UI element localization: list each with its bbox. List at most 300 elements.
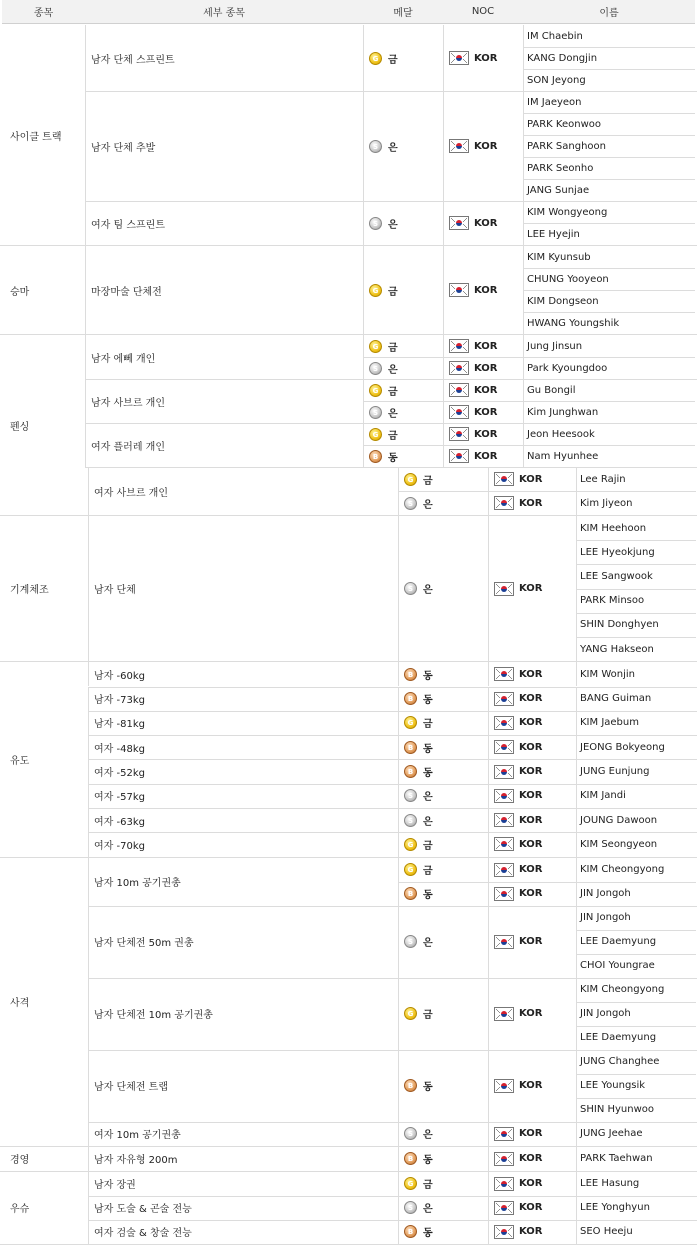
athlete-name: KIM Jaebum	[580, 717, 639, 729]
athlete-name: JUNG Jeehae	[580, 1128, 643, 1140]
gold-medal-icon: G	[369, 340, 382, 353]
medal-label: 은	[423, 792, 433, 804]
row-divider	[523, 223, 695, 224]
column-divider	[88, 711, 89, 735]
column-divider	[576, 759, 577, 783]
column-divider	[576, 1122, 577, 1146]
row-divider	[0, 1244, 697, 1245]
column-divider	[88, 467, 89, 515]
medal-label: 은	[388, 408, 398, 420]
column-divider	[398, 1122, 399, 1146]
sport-label: 사이클 트랙	[10, 131, 62, 143]
athlete-name: KIM Kyunsub	[527, 251, 591, 263]
row-divider	[523, 312, 695, 313]
column-divider	[576, 1220, 577, 1244]
athlete-name: KANG Dongjin	[527, 52, 598, 64]
column-divider	[576, 662, 577, 686]
header-noc: NOC	[443, 0, 523, 24]
column-divider	[576, 735, 577, 759]
gold-medal-icon: G	[404, 716, 417, 729]
column-divider	[398, 687, 399, 711]
medal-label: 은	[423, 816, 433, 828]
column-divider	[88, 735, 89, 759]
flag-korea-icon	[494, 837, 514, 851]
medal-label: 동	[423, 670, 433, 682]
gold-medal-icon: G	[369, 284, 382, 297]
medal-cell	[363, 246, 443, 334]
bronze-medal-icon: B	[404, 1152, 417, 1165]
noc-code: KOR	[519, 790, 543, 802]
column-divider	[88, 1147, 89, 1171]
row-divider	[576, 637, 696, 638]
noc-cell	[443, 401, 523, 423]
medal-cell	[398, 978, 488, 1050]
noc-cell	[488, 735, 576, 759]
event-label: 여자 -52kg	[94, 768, 145, 780]
noc-cell	[488, 1220, 576, 1244]
flag-korea-icon	[494, 1177, 514, 1191]
gold-medal-icon: G	[404, 473, 417, 486]
event-label: 마장마술 단체전	[91, 286, 162, 298]
row-divider	[576, 491, 696, 492]
medal-cell	[363, 401, 443, 423]
silver-medal-icon: S	[369, 406, 382, 419]
noc-code: KOR	[519, 473, 543, 485]
noc-code: KOR	[474, 384, 498, 396]
athlete-name: LEE Hyejin	[527, 228, 580, 240]
silver-medal-icon: S	[404, 935, 417, 948]
column-divider	[523, 335, 524, 379]
column-divider	[576, 1172, 577, 1196]
column-divider	[576, 1147, 577, 1171]
flag-korea-icon	[449, 51, 469, 65]
gold-medal-icon: G	[369, 384, 382, 397]
noc-cell	[488, 1172, 576, 1196]
noc-cell	[488, 467, 576, 491]
medal-cell	[398, 1050, 488, 1122]
column-divider	[398, 1220, 399, 1244]
header-sport: 종목	[2, 0, 85, 24]
bronze-medal-icon: B	[404, 741, 417, 754]
silver-medal-icon: S	[369, 362, 382, 375]
athlete-name: PARK Taehwan	[580, 1153, 653, 1165]
flag-korea-icon	[449, 449, 469, 463]
column-divider	[88, 687, 89, 711]
column-divider	[398, 1050, 399, 1122]
row-divider	[523, 445, 695, 446]
column-divider	[443, 246, 444, 334]
medal-label: 금	[388, 342, 398, 354]
athlete-name: PARK Sanghoon	[527, 140, 606, 152]
flag-korea-icon	[449, 339, 469, 353]
athlete-name: KIM Cheongyong	[580, 984, 665, 996]
medal-label: 동	[423, 890, 433, 902]
column-divider	[398, 662, 399, 686]
noc-cell	[443, 335, 523, 357]
column-divider	[88, 1220, 89, 1244]
column-divider	[488, 1196, 489, 1220]
bronze-medal-icon: B	[369, 450, 382, 463]
column-divider	[576, 711, 577, 735]
noc-code: KOR	[474, 340, 498, 352]
medal-cell	[363, 423, 443, 445]
sport-label: 경영	[10, 1155, 30, 1167]
column-divider	[576, 1196, 577, 1220]
noc-cell	[488, 1147, 576, 1171]
medal-cell	[398, 808, 488, 832]
silver-medal-icon: S	[404, 497, 417, 510]
column-divider	[85, 246, 86, 334]
medal-cell	[398, 662, 488, 686]
row-divider	[576, 882, 696, 883]
column-divider	[488, 906, 489, 978]
medal-label: 동	[423, 1155, 433, 1167]
athlete-name: Kim Junghwan	[527, 406, 599, 418]
noc-code: KOR	[474, 52, 498, 64]
event-label: 남자 도술 & 곤술 전능	[94, 1204, 192, 1216]
noc-code: KOR	[519, 668, 543, 680]
noc-cell	[443, 25, 523, 91]
column-divider	[88, 1172, 89, 1196]
noc-code: KOR	[474, 406, 498, 418]
column-divider	[443, 379, 444, 423]
athlete-name: JIN Jongoh	[580, 912, 631, 924]
column-divider	[488, 711, 489, 735]
column-divider	[85, 25, 86, 91]
row-divider	[576, 930, 696, 931]
noc-code: KOR	[519, 693, 543, 705]
noc-cell	[488, 491, 576, 515]
row-divider	[576, 613, 696, 614]
silver-medal-icon: S	[404, 1201, 417, 1214]
athlete-name: JUNG Changhee	[580, 1056, 660, 1068]
column-divider	[88, 1122, 89, 1146]
medal-cell	[398, 1172, 488, 1196]
athlete-name: KIM Jandi	[580, 790, 626, 802]
athlete-name: LEE Hasung	[580, 1178, 640, 1190]
gold-medal-icon: G	[404, 863, 417, 876]
column-divider	[398, 978, 399, 1050]
athlete-name: JOUNG Dawoon	[580, 814, 658, 826]
athlete-name: LEE Sangwook	[580, 570, 653, 582]
athlete-name: IM Jaeyeon	[527, 96, 582, 108]
column-divider	[443, 25, 444, 91]
flag-korea-icon	[494, 667, 514, 681]
athlete-name: KIM Wonjin	[580, 668, 635, 680]
column-divider	[363, 423, 364, 467]
athlete-name: SON Jeyong	[527, 74, 586, 86]
column-divider	[398, 1147, 399, 1171]
athlete-name: JANG Sunjae	[527, 184, 590, 196]
column-divider	[88, 662, 89, 686]
flag-korea-icon	[449, 139, 469, 153]
athlete-name: PARK Seonho	[527, 162, 594, 174]
athlete-name: LEE Daemyung	[580, 936, 657, 948]
medal-label: 동	[423, 1228, 433, 1240]
medal-label: 동	[423, 768, 433, 780]
noc-cell	[488, 978, 576, 1050]
event-label: 여자 플러레 개인	[91, 441, 165, 453]
event-label: 남자 단체전 10m 공기권총	[94, 1010, 213, 1022]
sport-label: 펜싱	[10, 421, 30, 433]
column-divider	[363, 91, 364, 201]
column-divider	[88, 784, 89, 808]
noc-code: KOR	[474, 140, 498, 152]
medal-cell	[363, 445, 443, 467]
event-label: 남자 자유형 200m	[94, 1155, 178, 1167]
column-divider	[488, 858, 489, 906]
column-divider	[363, 379, 364, 423]
row-divider	[576, 954, 696, 955]
column-divider	[576, 832, 577, 856]
noc-cell	[443, 246, 523, 334]
medal-label: 동	[388, 452, 398, 464]
athlete-name: Lee Rajin	[580, 473, 626, 485]
row-divider	[576, 1026, 696, 1027]
silver-medal-icon: S	[369, 217, 382, 230]
noc-code: KOR	[519, 1202, 543, 1214]
medal-cell	[363, 201, 443, 245]
silver-medal-icon: S	[404, 582, 417, 595]
noc-cell	[443, 423, 523, 445]
column-divider	[443, 335, 444, 379]
column-divider	[488, 784, 489, 808]
noc-cell	[443, 445, 523, 467]
column-divider	[576, 687, 577, 711]
noc-code: KOR	[519, 766, 543, 778]
silver-medal-icon: S	[404, 789, 417, 802]
flag-korea-icon	[494, 887, 514, 901]
medal-label: 금	[388, 386, 398, 398]
medal-label: 은	[423, 1204, 433, 1216]
athlete-name: HWANG Youngshik	[527, 317, 620, 329]
flag-korea-icon	[494, 813, 514, 827]
flag-korea-icon	[449, 216, 469, 230]
medal-cell	[398, 832, 488, 856]
noc-code: KOR	[474, 284, 498, 296]
column-divider	[488, 1220, 489, 1244]
row-divider	[523, 135, 695, 136]
column-divider	[523, 423, 524, 467]
athlete-name: JUNG Eunjung	[580, 766, 650, 778]
event-label: 남자 -60kg	[94, 670, 145, 682]
medal-label: 은	[423, 499, 433, 511]
flag-korea-icon	[449, 283, 469, 297]
flag-korea-icon	[494, 1127, 514, 1141]
medal-cell	[398, 759, 488, 783]
athlete-name: Kim Jiyeon	[580, 497, 633, 509]
flag-korea-icon	[494, 582, 514, 596]
row-divider	[523, 113, 695, 114]
noc-cell	[488, 1196, 576, 1220]
row-divider	[523, 268, 695, 269]
column-divider	[488, 808, 489, 832]
noc-cell	[488, 784, 576, 808]
medal-cell	[398, 1147, 488, 1171]
column-divider	[88, 516, 89, 661]
column-divider	[443, 423, 444, 467]
row-divider	[523, 357, 695, 358]
athlete-name: CHOI Youngrae	[580, 960, 655, 972]
medal-label: 금	[388, 430, 398, 442]
event-label: 남자 -81kg	[94, 719, 145, 731]
row-divider	[398, 491, 576, 492]
flag-korea-icon	[449, 383, 469, 397]
noc-code: KOR	[519, 497, 543, 509]
athlete-name: KIM Cheongyong	[580, 864, 665, 876]
medal-cell	[398, 687, 488, 711]
event-label: 여자 -57kg	[94, 792, 145, 804]
event-label: 여자 검술 & 창술 전능	[94, 1228, 192, 1240]
bronze-medal-icon: B	[404, 1079, 417, 1092]
medal-label: 은	[423, 938, 433, 950]
athlete-name: YANG Hakseon	[580, 643, 654, 655]
noc-code: KOR	[474, 450, 498, 462]
flag-korea-icon	[494, 1225, 514, 1239]
medal-label: 동	[423, 695, 433, 707]
column-divider	[398, 906, 399, 978]
row-divider	[523, 290, 695, 291]
medal-cell	[398, 735, 488, 759]
athlete-name: PARK Minsoo	[580, 595, 645, 607]
flag-korea-icon	[494, 1201, 514, 1215]
event-label: 여자 사브르 개인	[94, 487, 168, 499]
flag-korea-icon	[494, 789, 514, 803]
athlete-name: LEE Youngsik	[580, 1080, 646, 1092]
noc-cell	[488, 858, 576, 882]
column-divider	[398, 858, 399, 906]
column-divider	[88, 858, 89, 906]
event-label: 남자 장권	[94, 1180, 136, 1192]
noc-code: KOR	[519, 1178, 543, 1190]
column-divider	[488, 978, 489, 1050]
noc-cell	[488, 1050, 576, 1122]
bronze-medal-icon: B	[404, 692, 417, 705]
event-label: 여자 -48kg	[94, 743, 145, 755]
athlete-name: SEO Heeju	[580, 1226, 633, 1238]
column-divider	[398, 735, 399, 759]
row-divider	[576, 1098, 696, 1099]
sport-label: 우슈	[10, 1204, 30, 1216]
medal-cell	[363, 357, 443, 379]
medal-cell	[398, 467, 488, 491]
noc-cell	[488, 711, 576, 735]
medal-cell	[363, 25, 443, 91]
medal-label: 금	[423, 475, 433, 487]
header-name: 이름	[523, 0, 695, 24]
column-divider	[488, 735, 489, 759]
medal-cell	[398, 1196, 488, 1220]
column-divider	[488, 1147, 489, 1171]
flag-korea-icon	[494, 765, 514, 779]
flag-korea-icon	[494, 692, 514, 706]
column-divider	[488, 1172, 489, 1196]
column-divider	[88, 1050, 89, 1122]
column-divider	[85, 91, 86, 201]
row-divider	[523, 47, 695, 48]
header-event: 세부 종목	[85, 0, 363, 24]
athlete-name: SHIN Donghyen	[580, 619, 659, 631]
noc-code: KOR	[519, 888, 543, 900]
flag-korea-icon	[494, 1079, 514, 1093]
noc-cell	[488, 516, 576, 661]
bronze-medal-icon: B	[404, 887, 417, 900]
column-divider	[398, 784, 399, 808]
medal-label: 금	[423, 840, 433, 852]
medal-cell	[363, 379, 443, 401]
row-divider	[576, 564, 696, 565]
column-divider	[88, 906, 89, 978]
athlete-name: LEE Yonghyun	[580, 1202, 650, 1214]
noc-code: KOR	[474, 217, 498, 229]
column-divider	[363, 201, 364, 245]
flag-korea-icon	[449, 405, 469, 419]
noc-cell	[488, 759, 576, 783]
event-label: 남자 에뻬 개인	[91, 353, 156, 365]
flag-korea-icon	[494, 863, 514, 877]
column-divider	[488, 687, 489, 711]
column-divider	[523, 25, 524, 91]
event-label: 남자 단체 추발	[91, 142, 156, 154]
column-divider	[488, 1122, 489, 1146]
athlete-name: LEE Hyeokjung	[580, 546, 655, 558]
column-divider	[88, 759, 89, 783]
noc-code: KOR	[519, 1080, 543, 1092]
athlete-name: LEE Daemyung	[580, 1032, 657, 1044]
athlete-name: Jeon Heesook	[527, 428, 595, 440]
noc-code: KOR	[519, 741, 543, 753]
silver-medal-icon: S	[404, 1127, 417, 1140]
sport-label: 승마	[10, 286, 30, 298]
sport-label: 기계체조	[10, 585, 49, 597]
column-divider	[576, 1050, 577, 1122]
noc-code: KOR	[519, 838, 543, 850]
athlete-name: JIN Jongoh	[580, 1008, 631, 1020]
gold-medal-icon: G	[404, 1177, 417, 1190]
noc-code: KOR	[519, 936, 543, 948]
column-divider	[398, 1196, 399, 1220]
medal-cell	[398, 1220, 488, 1244]
column-divider	[363, 335, 364, 379]
column-divider	[523, 379, 524, 423]
event-label: 남자 -73kg	[94, 695, 145, 707]
medal-label: 동	[423, 1082, 433, 1094]
column-divider	[85, 201, 86, 245]
athlete-name: PARK Keonwoo	[527, 118, 601, 130]
event-label: 남자 단체 스프린트	[91, 54, 175, 66]
medal-label: 금	[388, 286, 398, 298]
athlete-name: Jung Jinsun	[527, 340, 583, 352]
event-label: 여자 -63kg	[94, 816, 145, 828]
noc-code: KOR	[519, 1128, 543, 1140]
noc-code: KOR	[474, 362, 498, 374]
silver-medal-icon: S	[369, 140, 382, 153]
column-divider	[398, 759, 399, 783]
column-divider	[576, 784, 577, 808]
gold-medal-icon: G	[404, 838, 417, 851]
column-divider	[88, 808, 89, 832]
noc-code: KOR	[519, 583, 543, 595]
column-divider	[398, 808, 399, 832]
row-divider	[576, 589, 696, 590]
athlete-name: Park Kyoungdoo	[527, 362, 608, 374]
athlete-name: SHIN Hyunwoo	[580, 1104, 655, 1116]
athlete-name: Gu Bongil	[527, 384, 576, 396]
column-divider	[576, 516, 577, 661]
noc-cell	[443, 357, 523, 379]
sport-label: 유도	[10, 755, 30, 767]
column-divider	[398, 1172, 399, 1196]
